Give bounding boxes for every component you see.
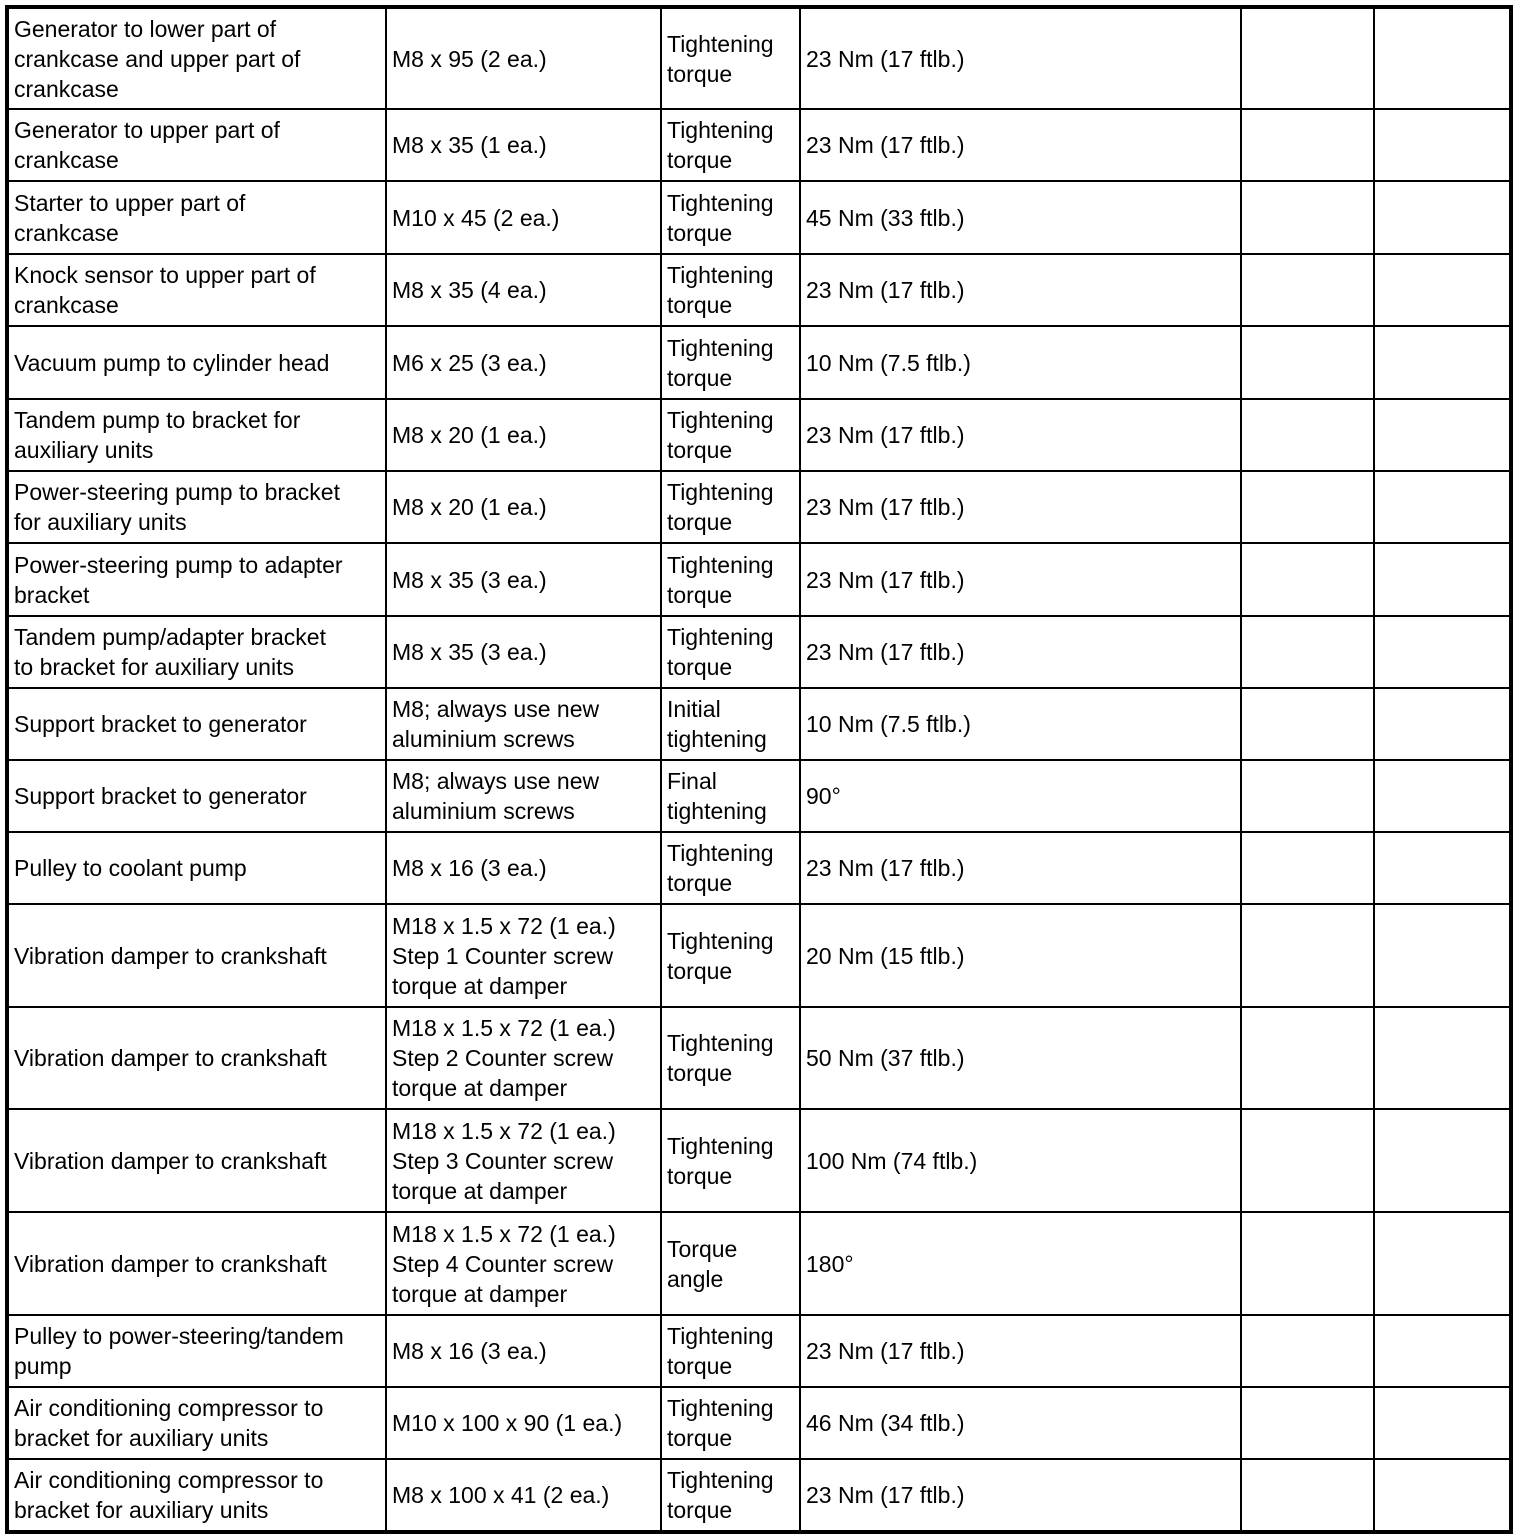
torque-type-cell: Tightening torque <box>661 254 800 326</box>
torque-type-cell: Tightening torque <box>661 109 800 181</box>
torque-type-cell: Tightening torque <box>661 471 800 543</box>
blank-cell-2 <box>1374 1109 1511 1212</box>
blank-cell-2 <box>1374 7 1511 109</box>
blank-cell-1 <box>1241 832 1374 904</box>
blank-cell-2 <box>1374 1315 1511 1387</box>
fastener-cell: M8 x 35 (3 ea.) <box>386 543 661 616</box>
torque-value-cell: 23 Nm (17 ftlb.) <box>800 399 1241 471</box>
blank-cell-1 <box>1241 904 1374 1007</box>
blank-cell-2 <box>1374 471 1511 543</box>
table-row <box>7 471 1511 543</box>
component-cell: Support bracket to generator <box>7 760 386 832</box>
blank-cell-1 <box>1241 688 1374 760</box>
blank-cell-1 <box>1241 7 1374 109</box>
blank-cell-2 <box>1374 616 1511 688</box>
blank-cell-2 <box>1374 109 1511 181</box>
fastener-cell: M8; always use new aluminium screws <box>386 688 661 760</box>
fastener-cell: M8 x 35 (4 ea.) <box>386 254 661 326</box>
torque-value-cell: 23 Nm (17 ftlb.) <box>800 471 1241 543</box>
blank-cell-1 <box>1241 326 1374 399</box>
fastener-cell: M8 x 100 x 41 (2 ea.) <box>386 1459 661 1532</box>
blank-cell-1 <box>1241 1387 1374 1459</box>
component-cell: Tandem pump to bracket for auxiliary units <box>7 399 386 471</box>
table-row <box>7 543 1511 616</box>
table-row <box>7 399 1511 471</box>
blank-cell-1 <box>1241 471 1374 543</box>
table-row <box>7 688 1511 760</box>
blank-cell-2 <box>1374 904 1511 1007</box>
component-cell: Pulley to power-steering/tandem pump <box>7 1315 386 1387</box>
fastener-cell: M8 x 95 (2 ea.) <box>386 7 661 109</box>
table-row <box>7 181 1511 254</box>
fastener-cell: M8 x 16 (3 ea.) <box>386 832 661 904</box>
torque-type-cell: Tightening torque <box>661 1109 800 1212</box>
blank-cell-1 <box>1241 1109 1374 1212</box>
table-row <box>7 7 1511 109</box>
torque-type-cell: Tightening torque <box>661 1387 800 1459</box>
fastener-cell: M8 x 16 (3 ea.) <box>386 1315 661 1387</box>
torque-type-cell: Tightening torque <box>661 616 800 688</box>
blank-cell-1 <box>1241 616 1374 688</box>
blank-cell-1 <box>1241 109 1374 181</box>
torque-value-cell: 23 Nm (17 ftlb.) <box>800 109 1241 181</box>
component-cell: Power-steering pump to adapter bracket <box>7 543 386 616</box>
torque-value-cell: 23 Nm (17 ftlb.) <box>800 1315 1241 1387</box>
torque-type-cell: Tightening torque <box>661 543 800 616</box>
torque-value-cell: 100 Nm (74 ftlb.) <box>800 1109 1241 1212</box>
blank-cell-1 <box>1241 399 1374 471</box>
component-cell: Tandem pump/adapter bracket to bracket for auxiliary units <box>7 616 386 688</box>
fastener-cell: M18 x 1.5 x 72 (1 ea.) Step 1 Counter screw torque at damper <box>386 904 661 1007</box>
table-row <box>7 616 1511 688</box>
torque-value-cell: 23 Nm (17 ftlb.) <box>800 543 1241 616</box>
component-cell: Starter to upper part of crankcase <box>7 181 386 254</box>
component-cell: Vibration damper to crankshaft <box>7 1109 386 1212</box>
blank-cell-2 <box>1374 1007 1511 1109</box>
torque-value-cell: 10 Nm (7.5 ftlb.) <box>800 688 1241 760</box>
fastener-cell: M8 x 20 (1 ea.) <box>386 471 661 543</box>
fastener-cell: M8 x 20 (1 ea.) <box>386 399 661 471</box>
blank-cell-2 <box>1374 832 1511 904</box>
table-row <box>7 1315 1511 1387</box>
torque-type-cell: Tightening torque <box>661 832 800 904</box>
blank-cell-2 <box>1374 1212 1511 1315</box>
component-cell: Vibration damper to crankshaft <box>7 1212 386 1315</box>
fastener-cell: M8 x 35 (1 ea.) <box>386 109 661 181</box>
torque-value-cell: 23 Nm (17 ftlb.) <box>800 832 1241 904</box>
table-row <box>7 1109 1511 1212</box>
component-cell: Air conditioning compressor to bracket for auxiliary units <box>7 1387 386 1459</box>
torque-type-cell: Tightening torque <box>661 326 800 399</box>
blank-cell-2 <box>1374 760 1511 832</box>
fastener-cell: M10 x 45 (2 ea.) <box>386 181 661 254</box>
torque-type-cell: Final tightening <box>661 760 800 832</box>
blank-cell-2 <box>1374 181 1511 254</box>
blank-cell-2 <box>1374 399 1511 471</box>
torque-value-cell: 46 Nm (34 ftlb.) <box>800 1387 1241 1459</box>
torque-value-cell: 20 Nm (15 ftlb.) <box>800 904 1241 1007</box>
torque-type-cell: Tightening torque <box>661 1007 800 1109</box>
table-row <box>7 760 1511 832</box>
table-row <box>7 1387 1511 1459</box>
blank-cell-1 <box>1241 1007 1374 1109</box>
blank-cell-1 <box>1241 1212 1374 1315</box>
component-cell: Air conditioning compressor to bracket for auxiliary units <box>7 1459 386 1532</box>
torque-value-cell: 50 Nm (37 ftlb.) <box>800 1007 1241 1109</box>
torque-type-cell: Tightening torque <box>661 904 800 1007</box>
table-row <box>7 326 1511 399</box>
torque-type-cell: Torque angle <box>661 1212 800 1315</box>
fastener-cell: M8; always use new aluminium screws <box>386 760 661 832</box>
fastener-cell: M18 x 1.5 x 72 (1 ea.) Step 2 Counter screw torque at damper <box>386 1007 661 1109</box>
torque-type-cell: Tightening torque <box>661 399 800 471</box>
torque-value-cell: 90° <box>800 760 1241 832</box>
blank-cell-2 <box>1374 543 1511 616</box>
table-row <box>7 109 1511 181</box>
torque-type-cell: Tightening torque <box>661 1315 800 1387</box>
blank-cell-1 <box>1241 181 1374 254</box>
fastener-cell: M18 x 1.5 x 72 (1 ea.) Step 3 Counter screw torque at damper <box>386 1109 661 1212</box>
torque-type-cell: Tightening torque <box>661 7 800 109</box>
table-row <box>7 1007 1511 1109</box>
torque-value-cell: 23 Nm (17 ftlb.) <box>800 616 1241 688</box>
component-cell: Power-steering pump to bracket for auxiliary units <box>7 471 386 543</box>
torque-value-cell: 180° <box>800 1212 1241 1315</box>
table-row <box>7 1459 1511 1532</box>
fastener-cell: M18 x 1.5 x 72 (1 ea.) Step 4 Counter screw torque at damper <box>386 1212 661 1315</box>
torque-value-cell: 23 Nm (17 ftlb.) <box>800 254 1241 326</box>
torque-spec-table-body <box>7 7 1511 1532</box>
component-cell: Vacuum pump to cylinder head <box>7 326 386 399</box>
table-row <box>7 1212 1511 1315</box>
torque-value-cell: 45 Nm (33 ftlb.) <box>800 181 1241 254</box>
component-cell: Generator to upper part of crankcase <box>7 109 386 181</box>
torque-value-cell: 10 Nm (7.5 ftlb.) <box>800 326 1241 399</box>
torque-type-cell: Initial tightening <box>661 688 800 760</box>
component-cell: Pulley to coolant pump <box>7 832 386 904</box>
torque-spec-table <box>5 5 1513 1534</box>
blank-cell-2 <box>1374 326 1511 399</box>
torque-value-cell: 23 Nm (17 ftlb.) <box>800 7 1241 109</box>
fastener-cell: M10 x 100 x 90 (1 ea.) <box>386 1387 661 1459</box>
component-cell: Support bracket to generator <box>7 688 386 760</box>
table-row <box>7 254 1511 326</box>
blank-cell-1 <box>1241 760 1374 832</box>
blank-cell-2 <box>1374 688 1511 760</box>
blank-cell-2 <box>1374 1387 1511 1459</box>
torque-type-cell: Tightening torque <box>661 181 800 254</box>
table-row <box>7 904 1511 1007</box>
torque-value-cell: 23 Nm (17 ftlb.) <box>800 1459 1241 1532</box>
component-cell: Knock sensor to upper part of crankcase <box>7 254 386 326</box>
fastener-cell: M6 x 25 (3 ea.) <box>386 326 661 399</box>
table-row <box>7 832 1511 904</box>
blank-cell-1 <box>1241 1315 1374 1387</box>
blank-cell-1 <box>1241 254 1374 326</box>
torque-type-cell: Tightening torque <box>661 1459 800 1532</box>
component-cell: Vibration damper to crankshaft <box>7 1007 386 1109</box>
blank-cell-2 <box>1374 1459 1511 1532</box>
blank-cell-1 <box>1241 543 1374 616</box>
fastener-cell: M8 x 35 (3 ea.) <box>386 616 661 688</box>
blank-cell-1 <box>1241 1459 1374 1532</box>
component-cell: Vibration damper to crankshaft <box>7 904 386 1007</box>
component-cell: Generator to lower part of crankcase and upper part of crankcase <box>7 7 386 109</box>
blank-cell-2 <box>1374 254 1511 326</box>
